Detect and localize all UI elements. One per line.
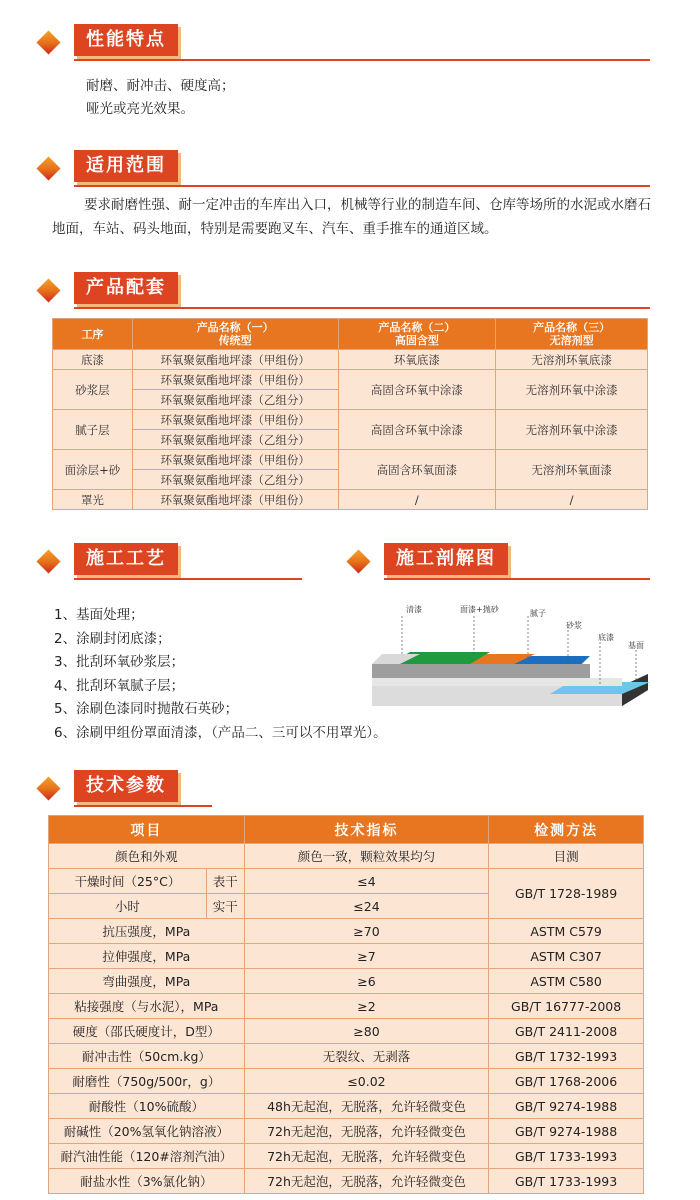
- item-cell: 粘接强度（与水泥），MPa: [49, 994, 245, 1019]
- diamond-icon: [36, 549, 60, 573]
- item-cell: 颜色和外观: [49, 844, 245, 869]
- value-cell: ≤4: [244, 869, 489, 894]
- label-putty: 腻子: [530, 609, 546, 618]
- table-row: [49, 844, 644, 869]
- table-row: [49, 869, 644, 894]
- header-product-3: 产品名称（三） 无溶剂型: [496, 319, 648, 350]
- product-2-cell: 高固含环氧中涂漆: [338, 410, 496, 450]
- method-cell: GB/T 1768-2006: [489, 1069, 644, 1094]
- section-title: 性能特点: [74, 24, 178, 56]
- value-cell: 72h无起泡，无脱落，允许轻微变色: [244, 1144, 489, 1169]
- item-cell: 耐汽油性能（120#溶剂汽油）: [49, 1144, 245, 1169]
- product-1-cell: 环氧聚氨酯地坪漆（甲组份）: [132, 490, 338, 510]
- header-step: 工序: [53, 319, 133, 350]
- list-item: 5、涂刷色漆同时抛散石英砂；: [54, 701, 239, 717]
- table-row: [49, 1044, 644, 1069]
- diamond-icon: [36, 776, 60, 800]
- item-cell: 耐冲击性（50cm.kg）: [49, 1044, 245, 1069]
- table-row: [53, 410, 648, 430]
- item-cell: 耐酸性（10%硫酸）: [49, 1094, 245, 1119]
- sub-item-cell: 实干: [206, 894, 244, 919]
- section-divider: [74, 805, 212, 807]
- item-cell: 耐碱性（20%氢氧化钠溶液）: [49, 1119, 245, 1144]
- value-cell: ≥2: [244, 994, 489, 1019]
- table-row: [49, 1144, 644, 1169]
- section-features-header: [40, 24, 650, 60]
- section-title: 产品配套: [74, 272, 178, 304]
- product-2-cell: /: [338, 490, 496, 510]
- table-row: [53, 370, 648, 390]
- value-cell: 颜色一致，颗粒效果均匀: [244, 844, 489, 869]
- layer-diagram: [360, 598, 660, 728]
- value-cell: ≥7: [244, 944, 489, 969]
- diamond-icon: [346, 549, 370, 573]
- value-cell: ≤0.02: [244, 1069, 489, 1094]
- product-1-cell: 环氧聚氨酯地坪漆（乙组分）: [132, 470, 338, 490]
- table-row: [53, 490, 648, 510]
- section-divider: [74, 578, 302, 580]
- header-product-2: 产品名称（二） 高固含型: [338, 319, 496, 350]
- features-line-2: 哑光或亮光效果。: [86, 101, 194, 117]
- label-topcoat: 面漆+抛砂: [460, 605, 499, 614]
- method-cell: GB/T 1733-1993: [489, 1169, 644, 1194]
- section-title: 施工工艺: [74, 543, 178, 575]
- product-1-cell: 环氧聚氨酯地坪漆（甲组份）: [132, 370, 338, 390]
- section-divider: [74, 307, 650, 309]
- method-cell: GB/T 9274-1988: [489, 1119, 644, 1144]
- diamond-icon: [36, 156, 60, 180]
- tech-table: [48, 815, 644, 1194]
- item-cell: 抗压强度，MPa: [49, 919, 245, 944]
- header-value: 技术指标: [244, 816, 489, 844]
- list-item: 6、涂刷甲组份罩面清漆，（产品二、三可以不用罩光）。: [54, 724, 387, 741]
- item-cell: 硬度（邵氏硬度计，D型）: [49, 1019, 245, 1044]
- method-cell: ASTM C579: [489, 919, 644, 944]
- diamond-icon: [36, 30, 60, 54]
- diamond-icon: [36, 278, 60, 302]
- list-item: 4、批刮环氧腻子层；: [54, 677, 185, 694]
- value-cell: 72h无起泡，无脱落，允许轻微变色: [244, 1169, 489, 1194]
- product-2-cell: 高固含环氧面漆: [338, 450, 496, 490]
- scope-paragraph: 要求耐磨性强、耐一定冲击的车库出入口，机械等行业的制造车间、仓库等场所的水泥或水磨石地面，车站、码头地面，特别是需要跑叉车、汽车、重手推车的通道区域。: [52, 197, 651, 237]
- section-title: 技术参数: [74, 770, 178, 802]
- header-product-1: 产品名称（一） 传统型: [132, 319, 338, 350]
- section-tech-header: [40, 770, 340, 806]
- product-3-cell: /: [496, 490, 648, 510]
- product-1-cell: 环氧聚氨酯地坪漆（乙组分）: [132, 390, 338, 410]
- product-1-cell: 环氧聚氨酯地坪漆（甲组份）: [132, 410, 338, 430]
- item-cell: 耐磨性（750g/500r，g）: [49, 1069, 245, 1094]
- item-cell: 弯曲强度，MPa: [49, 969, 245, 994]
- method-cell: GB/T 1728-1989: [489, 869, 644, 919]
- value-cell: 无裂纹、无剥落: [244, 1044, 489, 1069]
- product-3-cell: 无溶剂环氧面漆: [496, 450, 648, 490]
- item-cell: 拉伸强度，MPa: [49, 944, 245, 969]
- step-cell: 罩光: [53, 490, 133, 510]
- product-2-cell: 环氧底漆: [338, 350, 496, 370]
- table-header-row: [53, 319, 648, 350]
- product-1-cell: 环氧聚氨酯地坪漆（甲组份）: [132, 350, 338, 370]
- section-divider: [384, 578, 650, 580]
- value-cell: ≥80: [244, 1019, 489, 1044]
- product-table: [52, 318, 648, 510]
- method-cell: GB/T 9274-1988: [489, 1094, 644, 1119]
- method-cell: GB/T 16777-2008: [489, 994, 644, 1019]
- item-cell: 耐盐水性（3%氯化钠）: [49, 1169, 245, 1194]
- item-cell: 小时: [49, 894, 207, 919]
- section-scope-header: [40, 150, 650, 186]
- step-cell: 砂浆层: [53, 370, 133, 410]
- value-cell: ≥6: [244, 969, 489, 994]
- method-cell: ASTM C580: [489, 969, 644, 994]
- step-cell: 腻子层: [53, 410, 133, 450]
- section-divider: [74, 185, 650, 187]
- value-cell: ≤24: [244, 894, 489, 919]
- method-cell: GB/T 1733-1993: [489, 1144, 644, 1169]
- product-3-cell: 无溶剂环氧底漆: [496, 350, 648, 370]
- table-header-row: [49, 816, 644, 844]
- value-cell: ≥70: [244, 919, 489, 944]
- product-3-cell: 无溶剂环氧中涂漆: [496, 410, 648, 450]
- step-cell: 面涂层+砂: [53, 450, 133, 490]
- list-item: 2、涂刷封闭底漆；: [54, 630, 171, 647]
- item-cell: 干燥时间（25°C）: [49, 869, 207, 894]
- table-row: [49, 919, 644, 944]
- section-products-header: [40, 272, 650, 308]
- process-steps: [54, 604, 387, 745]
- list-item: 3、批刮环氧砂浆层；: [54, 654, 185, 670]
- list-item: 1、基面处理；: [54, 607, 144, 623]
- method-cell: ASTM C307: [489, 944, 644, 969]
- section-divider: [74, 59, 650, 61]
- value-cell: 48h无起泡，无脱落，允许轻微变色: [244, 1094, 489, 1119]
- table-row: [53, 450, 648, 470]
- table-row: [49, 969, 644, 994]
- tech-rows: [49, 919, 644, 1194]
- sub-item-cell: 表干: [206, 869, 244, 894]
- product-1-cell: 环氧聚氨酯地坪漆（甲组份）: [132, 450, 338, 470]
- table-row: [49, 944, 644, 969]
- method-cell: GB/T 2411-2008: [489, 1019, 644, 1044]
- method-cell: 目测: [489, 844, 644, 869]
- product-1-cell: 环氧聚氨酯地坪漆（乙组分）: [132, 430, 338, 450]
- table-row: [53, 350, 648, 370]
- table-row: [49, 994, 644, 1019]
- method-cell: GB/T 1732-1993: [489, 1044, 644, 1069]
- label-clear: 清漆: [406, 605, 422, 614]
- section-title: 施工剖解图: [384, 543, 508, 575]
- product-2-cell: 高固含环氧中涂漆: [338, 370, 496, 410]
- section-title: 适用范围: [74, 150, 178, 182]
- label-base: 基面: [628, 641, 644, 650]
- table-row: [49, 1069, 644, 1094]
- header-item: 项目: [49, 816, 245, 844]
- section-process-header: [40, 543, 310, 579]
- value-cell: 72h无起泡，无脱落，允许轻微变色: [244, 1119, 489, 1144]
- table-row: [49, 1169, 644, 1194]
- features-line-1: 耐磨、耐冲击、硬度高；: [86, 78, 235, 94]
- table-row: [49, 1019, 644, 1044]
- section-diagram-header: [350, 543, 650, 579]
- product-3-cell: 无溶剂环氧中涂漆: [496, 370, 648, 410]
- label-primer: 底漆: [598, 633, 614, 642]
- label-mortar: 砂浆: [566, 621, 582, 630]
- step-cell: 底漆: [53, 350, 133, 370]
- table-row: [49, 1119, 644, 1144]
- table-row: [49, 1094, 644, 1119]
- header-method: 检测方法: [489, 816, 644, 844]
